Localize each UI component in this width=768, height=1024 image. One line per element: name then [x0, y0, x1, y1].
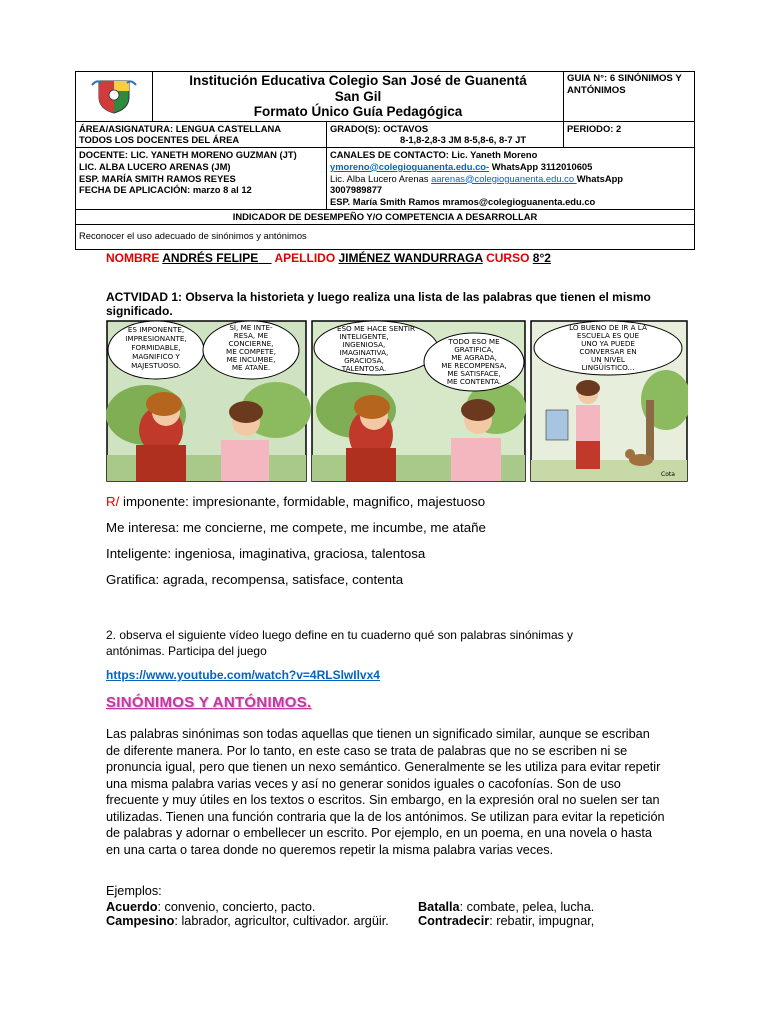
- panel2-bubble2-line: GRATIFICA,: [454, 345, 494, 354]
- contacto-line-2: [330, 173, 691, 185]
- contacto-2-name: Lic. Alba Lucero Arenas: [330, 172, 432, 184]
- panel1-bubble1-line: MAJESTUOSO.: [131, 361, 181, 370]
- format-title: Formato Único Guía Pedagógica: [253, 104, 463, 120]
- curso-value: 8°2: [532, 251, 551, 265]
- panel2-bubble1-line: IMAGINATIVA,: [339, 348, 389, 357]
- header-table: [75, 71, 695, 250]
- section-subtitle: SINÓNIMOS Y ANTÓNIMOS.: [106, 694, 312, 711]
- panel2-bubble1-line: ESO ME HACE SENTIR: [336, 324, 416, 333]
- contacto-label: CANALES DE CONTACTO: Lic. Yaneth Moreno: [330, 149, 538, 161]
- example-acuerdo: [106, 900, 315, 914]
- institution-city: San Gil: [334, 88, 382, 104]
- panel3-bubble-line: LINGÜÍSTICO...: [581, 363, 635, 372]
- docentes-cell: [76, 148, 327, 210]
- whatsapp-2-label: WhatsApp: [576, 172, 624, 184]
- docentes-area: TODOS LOS DOCENTES DEL ÁREA: [79, 134, 240, 146]
- contacto-line-3: ESP. María Smith Ramos mramos@colegioguanenta.edu.co: [330, 196, 596, 208]
- area-cell: [76, 121, 327, 148]
- guia-number: GUIA N°: 6 SINÓNIMOS Y: [567, 73, 682, 84]
- email-link-aarenas[interactable]: aarenas@colegioguanenta.edu.co: [431, 172, 577, 184]
- area-label: ÁREA/ASIGNATURA: LENGUA CASTELLANA: [79, 122, 282, 134]
- indicador-title: INDICADOR DE DESEMPEÑO Y/O COMPETENCIA A DESARROLLAR: [76, 209, 695, 224]
- grado-label: GRADO(S): OCTAVOS: [330, 122, 429, 134]
- panel3-bubble-line: CONVERSAR EN: [579, 347, 637, 356]
- panel3-bubble-line: ESCUELA ES QUE: [576, 331, 640, 340]
- example-term: Batalla: [418, 900, 460, 914]
- example-term: Campesino: [106, 914, 175, 928]
- panel2-bubble2-line: ME AGRADA,: [451, 353, 497, 362]
- panel2-bubble1-line: TALENTOSA.: [341, 364, 387, 373]
- panel2-bubble2-line: TODO ESO ME: [448, 337, 500, 346]
- docente-2: LIC. ALBA LUCERO ARENAS (JM): [79, 160, 231, 172]
- panel1-bubble2-line: CONCIERNE,: [228, 339, 274, 348]
- school-crest-logo: [89, 75, 139, 115]
- panel1-bubble2-line: ME INCUMBE,: [226, 355, 276, 364]
- apellido-label: APELLIDO: [274, 251, 336, 265]
- logo-cell: [76, 72, 153, 122]
- panel1-bubble2-line: RESA, ME: [233, 331, 269, 340]
- institution-name: Institución Educativa Colegio San José de Guanentá: [189, 73, 527, 88]
- whatsapp-1: WhatsApp 3112010605: [489, 160, 593, 172]
- panel3-bubble-line: LO BUENO DE IR A LA: [569, 323, 647, 332]
- curso-label: CURSO: [486, 251, 530, 265]
- nombre-label: NOMBRE: [106, 251, 160, 265]
- guia-cell: [564, 72, 695, 122]
- panel2-bubble1-line: INTELIGENTE,: [339, 332, 389, 341]
- panel1-bubble2-line: ME COMPETE,: [226, 347, 276, 356]
- panel1-bubble2-line: SÍ, ME INTE-: [229, 323, 273, 332]
- comic-strip-image: [106, 320, 688, 482]
- example-term: Acuerdo: [106, 900, 158, 914]
- panel2-bubble2-line: ME RECOMPENSA,: [441, 361, 507, 370]
- periodo-cell: PERIODO: 2: [564, 121, 695, 148]
- email-link-ymoreno[interactable]: ymoreno@colegioguanenta.edu.co-: [330, 160, 490, 172]
- answer-line-3: Inteligente: ingeniosa, imaginativa, graciosa, talentosa: [106, 546, 426, 561]
- comic-signature: Cota: [661, 471, 675, 478]
- youtube-video-link[interactable]: https://www.youtube.com/watch?v=4RLSlwIlvx4: [106, 668, 380, 682]
- institution-title-cell: [153, 72, 564, 122]
- panel2-bubble1-line: INGENIOSA,: [342, 340, 386, 349]
- panel1-bubble1-line: ES IMPONENTE,: [127, 325, 185, 334]
- example-batalla: [418, 900, 594, 914]
- nombre-value: ANDRÉS FELIPE: [162, 251, 259, 265]
- contacto-line-1: [330, 161, 691, 173]
- panel3-bubble-line: UN NIVEL: [591, 355, 625, 364]
- example-campesino: [106, 914, 411, 928]
- example-contradecir: [418, 914, 594, 928]
- panel2-bubble2-line: ME SATISFACE,: [447, 369, 501, 378]
- indicador-text: Reconocer el uso adecuado de sinónimos y antónimos: [76, 224, 695, 250]
- example-def: : convenio, concierto, pacto.: [157, 900, 316, 914]
- panel1-bubble2-line: ME ATAÑE.: [231, 363, 271, 372]
- answer-line-1: [106, 494, 485, 509]
- docente-1: DOCENTE: LIC. YANETH MORENO GUZMAN (JT): [79, 149, 297, 161]
- example-def: : labrador, agricultor, cultivador. argüir.: [174, 914, 389, 928]
- example-def: : rebatir, impugnar,: [489, 914, 595, 928]
- panel2-bubble2-line: ME CONTENTA.: [446, 377, 502, 386]
- question-2: 2. observa el siguiente vídeo luego define en tu cuaderno qué son palabras sinónimas y antónimas. Participa del juego: [106, 628, 573, 658]
- answer-prefix: R/: [106, 494, 120, 509]
- fecha-aplicacion: FECHA DE APLICACIÓN: marzo 8 al 12: [79, 184, 252, 196]
- grado-cell: [327, 121, 564, 148]
- guia-topic: ANTÓNIMOS: [567, 84, 626, 96]
- example-def: : combate, pelea, lucha.: [459, 900, 595, 914]
- answer-line-2: Me interesa: me concierne, me compete, me incumbe, me atañe: [106, 520, 486, 535]
- panel1-bubble1-line: IMPRESIONANTE,: [125, 334, 187, 343]
- contacto-phone-2: 3007989877: [330, 184, 383, 196]
- panel1-bubble1-line: MAGNIFICO Y: [132, 352, 180, 361]
- synonyms-paragraph: Las palabras sinónimas son todas aquellas que tienen un significado similar, aunque se escriban de diferente manera. Por lo tanto, en este caso se trata de palabras que no se escriben ni se pronuncia igual, pero que tienen un nexo semántico. Generalmente se les utiliza para evitar repetir una misma palabra varias veces y así no generar sonidos iguales o cacofonías. Son de uso frecuente y muy útiles en los textos o escritos. Sin embargo, en la expresión oral no suelen ser tan utilizadas. Tienen una función contraria que la de los antónimos. Se utilizan para evitar la repetición de palabras y adornar o embellecer un escrito. Por ejemplo, en un poema, en una novela o hasta en una carta o tarea donde no queremos repetir la misma palabra varias veces.: [106, 727, 665, 857]
- answer-text-1: imponente: impresionante, formidable, magnifico, majestuoso: [119, 494, 486, 509]
- apellido-value: JIMÉNEZ WANDURRAGA: [338, 251, 483, 265]
- panel1-bubble1-line: FORMIDABLE,: [131, 343, 181, 352]
- panel3-bubble-line: UNO YA PUEDE: [581, 339, 635, 348]
- answer-line-4: Gratifica: agrada, recompensa, satisface, contenta: [106, 572, 404, 587]
- docente-3: ESP. MARÍA SMITH RAMOS REYES: [79, 172, 236, 184]
- activity-1-instructions: ACTVIDAD 1: Observa la historieta y luego realiza una lista de las palabras que tienen el mismo significado.: [106, 290, 651, 318]
- student-name-line: [106, 251, 551, 265]
- panel2-bubble1-line: GRACIOSA,: [344, 356, 384, 365]
- grupos-label: 8-1,8-2,8-3 JM 8-5,8-6, 8-7 JT: [400, 134, 527, 146]
- example-term: Contradecir: [418, 914, 490, 928]
- examples-label: Ejemplos:: [106, 884, 162, 898]
- contacto-cell: [327, 148, 695, 210]
